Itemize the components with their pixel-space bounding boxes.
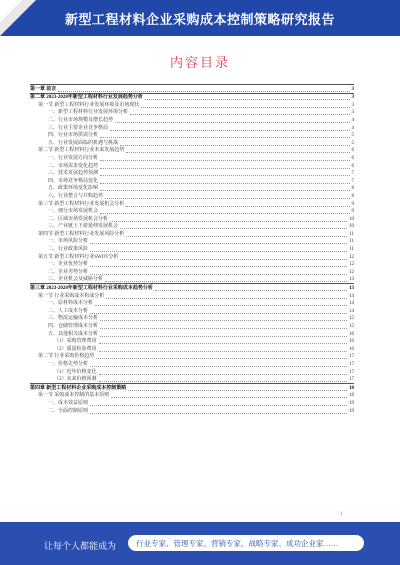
toc-entry-text: 三、企业机会及威胁分析	[48, 277, 104, 283]
toc-entry-page: 12	[349, 254, 354, 260]
toc-entry[interactable]	[30, 208, 354, 216]
toc-dot-leader	[155, 290, 347, 291]
toc-entry-page: 3	[351, 102, 354, 108]
toc-entry[interactable]	[30, 283, 354, 292]
toc-entry-page: 12	[349, 262, 354, 268]
toc-entry[interactable]	[30, 338, 354, 346]
toc-dot-leader	[126, 236, 347, 237]
toc-entry-text: 一、行业发展方向分析	[48, 155, 99, 161]
toc-dot-leader	[99, 351, 347, 352]
toc-entry-text: 一、企业优势分析	[48, 262, 89, 268]
toc-entry-page: 10	[349, 216, 354, 222]
toc-dot-leader	[126, 206, 349, 207]
toc-dot-leader	[120, 259, 347, 260]
toc-entry-page: 11	[349, 231, 354, 237]
toc-entry[interactable]	[30, 322, 354, 330]
toc-entry-page: 3	[351, 86, 354, 92]
toc-entry-text: 第一章 前言	[30, 86, 57, 92]
toc-entry-page: 17	[349, 369, 354, 375]
toc-entry[interactable]	[30, 315, 354, 323]
toc-entry-text: 第三章 2023-2028年新型工程材料行业采购成本趋势分析	[30, 286, 153, 292]
toc-entry-text: 一、市场风险分析	[48, 239, 89, 245]
toc-entry-text: 三、行业主要企业竞争格局	[48, 125, 109, 131]
toc-entry-text: （1）近年价格变化	[54, 369, 97, 375]
toc-entry-page: 6	[351, 163, 354, 169]
toc-dot-leader	[100, 190, 349, 191]
toc-entry[interactable]	[30, 185, 354, 193]
toc-entry[interactable]	[30, 124, 354, 132]
toc-entry-text: 二、行业政策风险	[48, 247, 89, 253]
toc-dot-leader	[100, 336, 347, 337]
toc-entry-text: 四、市场竞争格局变化	[48, 178, 99, 184]
toc-entry-page: 8	[351, 193, 354, 199]
toc-entry-text: 第一节 新型工程材料行业发展环境及市场现状	[38, 102, 140, 108]
toc-entry[interactable]	[30, 392, 354, 400]
toc-entry-page: 3	[351, 95, 354, 101]
toc-dot-leader	[95, 305, 347, 306]
toc-entry-page: 19	[349, 408, 354, 414]
toc-dot-leader	[90, 366, 347, 367]
toc-entry[interactable]	[30, 300, 354, 308]
toc-entry[interactable]	[30, 162, 354, 170]
toc-dot-leader	[128, 390, 347, 391]
toc-entry-page: 16	[349, 346, 354, 352]
toc-dot-leader	[145, 99, 350, 100]
toc-dot-leader	[100, 137, 349, 138]
toc-entry-text: 第四章 新型工程材料企业采购成本控制策略	[30, 385, 127, 391]
toc-entry[interactable]	[30, 376, 354, 384]
toc-dot-leader	[100, 175, 349, 176]
toc-entry[interactable]	[30, 177, 354, 185]
toc-entry-page: 11	[349, 239, 354, 245]
toc-entry-text: （2）未来价格预测	[54, 377, 97, 383]
toc-dot-leader	[90, 413, 347, 414]
toc-entry-text: （2）质量检验费用	[54, 346, 97, 352]
toc-entry[interactable]	[30, 109, 354, 117]
toc-dot-leader	[100, 328, 347, 329]
toc-entry-text: 第四节 新型工程材料行业发展风险分析	[38, 231, 125, 237]
report-header	[0, 0, 400, 36]
header-corner-inner	[0, 0, 22, 22]
toc-entry-page: 3	[351, 110, 354, 116]
toc-entry[interactable]	[30, 407, 354, 415]
toc-entry[interactable]	[30, 330, 354, 338]
toc-entry[interactable]	[30, 223, 354, 231]
toc-entry-text: 第一节 行业采购成本构成分析	[38, 293, 105, 299]
toc-dot-leader	[99, 343, 347, 344]
toc-entry-text: 第二节 行业采购价格趋势	[38, 354, 95, 360]
toc-entry-page: 17	[349, 377, 354, 383]
toc-entry[interactable]	[30, 292, 354, 300]
toc-entry-page: 11	[349, 247, 354, 253]
toc-dot-leader	[141, 107, 349, 108]
toc-entry-text: （1）采购管理费用	[54, 339, 97, 345]
toc-entry[interactable]	[30, 101, 354, 109]
toc-entry-page: 12	[349, 269, 354, 275]
toc-entry[interactable]	[30, 154, 354, 162]
toc-entry-page: 4	[351, 125, 354, 131]
table-of-contents	[30, 84, 354, 415]
toc-entry[interactable]	[30, 238, 354, 246]
toc-entry-page: 16	[349, 339, 354, 345]
toc-entry[interactable]	[30, 383, 354, 392]
toc-dot-leader	[99, 381, 347, 382]
toc-entry[interactable]	[30, 353, 354, 361]
toc-dot-leader	[111, 397, 347, 398]
toc-entry-text: 五、政策环境变化影响	[48, 186, 99, 192]
toc-dot-leader	[96, 358, 347, 359]
toc-dot-leader	[90, 243, 347, 244]
toc-entry-page: 9	[351, 209, 354, 215]
toc-entry-text: 二、人工成本分析	[48, 308, 89, 314]
toc-entry-text: 第三节 新型工程材料行业发展机会分析	[38, 201, 125, 207]
toc-entry-text: 二、企业劣势分析	[48, 269, 89, 275]
toc-entry-page: 9	[351, 201, 354, 207]
toc-entry-text: 四、行业市场供需分析	[48, 133, 99, 139]
toc-entry-text: 三、技术发展趋势预测	[48, 171, 99, 177]
toc-entry-page: 15	[349, 316, 354, 322]
toc-entry[interactable]	[30, 261, 354, 269]
toc-entry[interactable]	[30, 116, 354, 124]
toc-entry-text: 二、全面控制原则	[48, 408, 89, 414]
toc-entry-text: 第二节 新型工程材料行业未来发展趋势	[38, 148, 125, 154]
toc-entry-page: 17	[349, 361, 354, 367]
toc-entry-text: 第二章 2023-2028年新型工程材料行业发展趋势分析	[30, 95, 143, 101]
toc-dot-leader	[130, 114, 349, 115]
toc-entry[interactable]	[30, 253, 354, 261]
toc-entry-text: 一、细分市场发展机会	[48, 209, 99, 215]
toc-dot-leader	[90, 274, 347, 275]
toc-dot-leader	[105, 198, 349, 199]
toc-entry-text: 第五节 新型工程材料行业SWOT分析	[38, 254, 119, 260]
toc-entry-page: 18	[349, 385, 354, 391]
toc-entry[interactable]	[30, 245, 354, 253]
toc-entry-page: 17	[349, 354, 354, 360]
toc-entry-page: 5	[351, 133, 354, 139]
toc-entry-text: 一、新型工程材料行业发展环境分析	[48, 110, 129, 116]
toc-entry[interactable]	[30, 132, 354, 140]
toc-entry-page: 10	[349, 224, 354, 230]
toc-entry-text: 二、行业市场规模及增长趋势	[48, 117, 114, 123]
toc-entry[interactable]	[30, 268, 354, 276]
toc-entry-page: 14	[349, 301, 354, 307]
toc-entry-text: 二、市场需求变化趋势	[48, 163, 99, 169]
footer-tagline-pill: 行业专家、管理专家、营销专家、战略专家、成功企业家……	[128, 535, 364, 551]
toc-entry-page: 7	[351, 178, 354, 184]
toc-entry-text: 二、区域市场发展机会分析	[48, 216, 109, 222]
toc-entry-page: 6	[351, 155, 354, 161]
toc-entry-text: 五、行业发展面临的机遇与挑战	[48, 140, 119, 146]
toc-entry[interactable]	[30, 200, 354, 208]
toc-entry-page: 13	[349, 277, 354, 283]
toc-entry[interactable]	[30, 84, 354, 93]
toc-entry[interactable]	[30, 192, 354, 200]
toc-entry-page: 13	[349, 286, 354, 292]
toc-dot-leader	[120, 145, 349, 146]
toc-entry[interactable]	[30, 360, 354, 368]
toc-dot-leader	[120, 228, 347, 229]
toc-dot-leader	[105, 281, 347, 282]
page-number: 1	[340, 512, 343, 517]
toc-entry-text: 四、仓储管理成本分析	[48, 324, 99, 329]
toc-dot-leader	[90, 405, 347, 406]
footer-banner	[0, 522, 400, 565]
toc-dot-leader	[100, 168, 349, 169]
toc-entry-text: 一、价格走势分析	[48, 361, 89, 367]
toc-entry-page: 18	[349, 393, 354, 399]
toc-entry-page: 4	[351, 117, 354, 123]
toc-entry[interactable]	[30, 399, 354, 407]
toc-entry-text: 第一节 采购成本控制的基本原则	[38, 393, 110, 399]
toc-dot-leader	[90, 266, 347, 267]
toc-entry-text: 三、物流运输成本分析	[48, 316, 99, 322]
toc-entry-page: 14	[349, 308, 354, 314]
toc-entry[interactable]	[30, 139, 354, 147]
toc-dot-leader	[100, 183, 349, 184]
toc-entry-text: 一、原材料成本分析	[48, 301, 94, 307]
toc-entry-page: 19	[349, 400, 354, 406]
toc-entry-text: 三、产业链上下游延伸发展机会	[48, 224, 119, 230]
toc-entry-page: 6	[351, 148, 354, 154]
toc-dot-leader	[110, 130, 349, 131]
toc-dot-leader	[58, 91, 349, 92]
toc-entry-page: 5	[351, 140, 354, 146]
toc-entry[interactable]	[30, 230, 354, 238]
toc-dot-leader	[100, 213, 349, 214]
toc-entry-text: 一、成本效益原则	[48, 400, 89, 406]
toc-entry-page: 14	[349, 293, 354, 299]
toc-entry-text: 六、行业整合与并购趋势	[48, 193, 104, 199]
toc-dot-leader	[100, 320, 347, 321]
toc-entry[interactable]	[30, 368, 354, 376]
toc-dot-leader	[100, 160, 349, 161]
toc-entry-page: 15	[349, 324, 354, 329]
toc-entry-page: 16	[349, 331, 354, 337]
footer-slogan: 让每个人都能成为	[44, 541, 117, 551]
toc-dot-leader	[99, 374, 347, 375]
toc-entry-text: 五、其他相关成本分析	[48, 331, 99, 337]
report-title: 新型工程材料企业采购成本控制策略研究报告	[64, 11, 335, 27]
toc-entry[interactable]	[30, 147, 354, 155]
toc-entry[interactable]	[30, 215, 354, 223]
toc-dot-leader	[110, 221, 347, 222]
toc-dot-leader	[115, 122, 349, 123]
toc-entry[interactable]	[30, 170, 354, 178]
toc-entry-page: 7	[351, 171, 354, 177]
toc-entry[interactable]	[30, 307, 354, 315]
toc-heading: 内容目录	[169, 55, 230, 70]
toc-entry[interactable]	[30, 93, 354, 102]
toc-dot-leader	[126, 152, 349, 153]
toc-entry-page: 8	[351, 186, 354, 192]
toc-entry[interactable]	[30, 276, 354, 284]
toc-dot-leader	[90, 251, 347, 252]
toc-dot-leader	[106, 298, 347, 299]
toc-entry[interactable]	[30, 345, 354, 353]
toc-dot-leader	[90, 313, 347, 314]
